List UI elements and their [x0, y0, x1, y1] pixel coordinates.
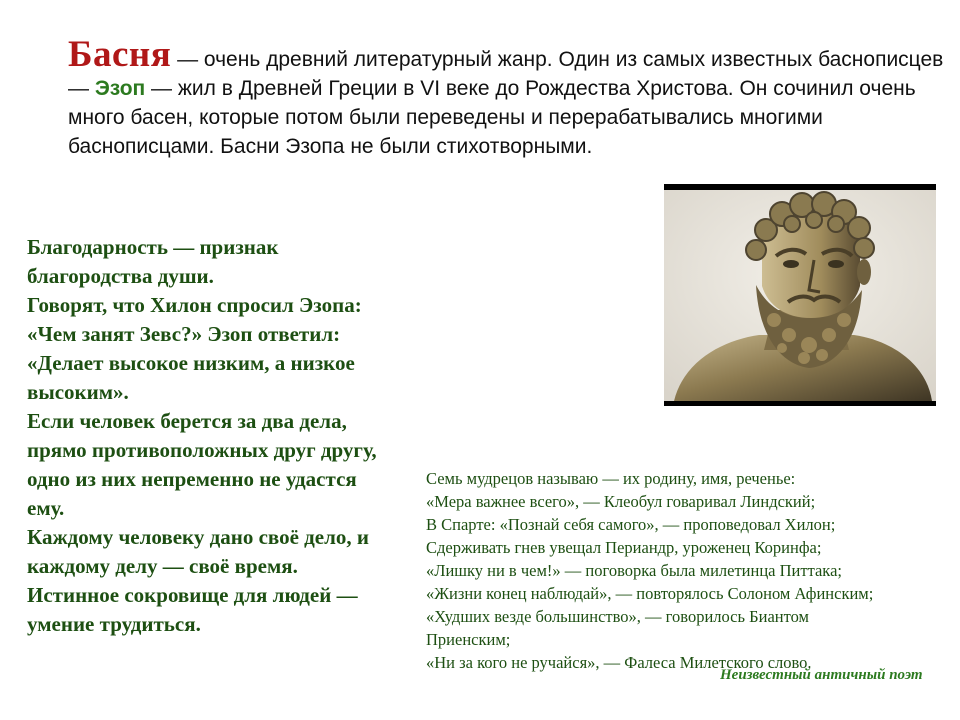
- intro-paragraph: [68, 34, 948, 161]
- quote-line: «Чем занят Зевс?» Эзоп ответил:: [27, 322, 341, 346]
- poem-line: Семь мудрецов называю — их родину, имя, реченье:: [426, 469, 796, 488]
- poem-line: «Худших везде большинство», — говорилось Биантом: [426, 607, 809, 626]
- quote-line: Говорят, что Хилон спросил Эзопа:: [27, 293, 362, 317]
- poem-line: «Жизни конец наблюдай», — повторялось Солоном Афинским;: [426, 584, 874, 603]
- intro-text-part1: — очень древний литературный жанр. Один из самых известных баснописцев —: [68, 48, 944, 100]
- quote-line: благородства души.: [27, 264, 214, 288]
- poem-line: Приенским;: [426, 630, 511, 649]
- poem-line: «Лишку ни в чем!» — поговорка была милетинца Питтака;: [426, 561, 842, 580]
- quote-line: высоким».: [27, 380, 129, 404]
- quote-line: прямо противоположных друг другу,: [27, 438, 377, 462]
- aesop-name: Эзоп: [94, 77, 146, 100]
- intro-text-part2: — жил в Древней Греции в VI веке до Рождества Христова. Он сочинил очень много басен, которые потом были переведены и перерабатывались многими баснописцами. Басни Эзопа не были стихотворными.: [68, 77, 916, 158]
- quote-line: Истинное сокровище для людей —: [27, 583, 358, 607]
- poem-line: В Спарте: «Познай себя самого», — проповедовал Хилон;: [426, 515, 836, 534]
- aesop-quotes: [27, 233, 437, 639]
- quote-line: каждому делу — своё время.: [27, 554, 298, 578]
- quote-line: «Делает высокое низким, а низкое: [27, 351, 355, 375]
- poem-line: Сдерживать гнев увещал Периандр, уроженец Коринфа;: [426, 538, 822, 557]
- quote-line: ему.: [27, 496, 65, 520]
- quote-line: одно из них непременно не удастся: [27, 467, 357, 491]
- aesop-portrait: [664, 184, 936, 406]
- quote-line: Если человек берется за два дела,: [27, 409, 347, 433]
- poem-line: «Мера важнее всего», — Клеобул говаривал Линдский;: [426, 492, 816, 511]
- quote-line: Благодарность — признак: [27, 235, 279, 259]
- term-heading: Басня: [68, 34, 172, 75]
- quote-line: умение трудиться.: [27, 612, 201, 636]
- quote-line: Каждому человеку дано своё дело, и: [27, 525, 369, 549]
- poem-line: «Ни за кого не ручайся», — Фалеса Милетского слово.: [426, 653, 812, 672]
- poem-attribution: Неизвестный античный поэт: [720, 667, 923, 683]
- bust-portrait-icon: [664, 190, 936, 401]
- seven-sages-poem: [426, 467, 956, 674]
